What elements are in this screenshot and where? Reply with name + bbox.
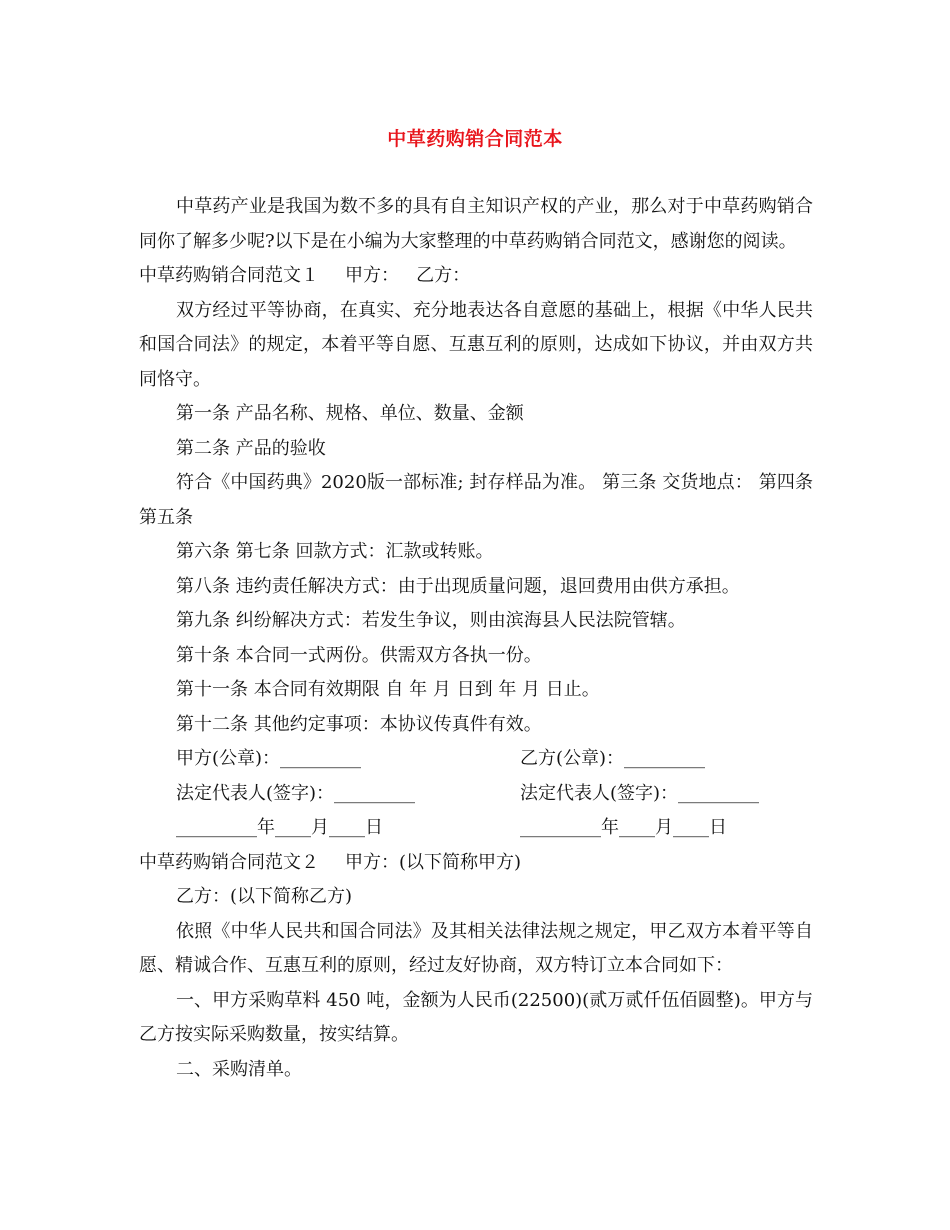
- contract1-party-b: 乙方：: [416, 265, 471, 286]
- signature-rep-row: [139, 777, 813, 812]
- contract1-heading: 中草药购销合同范文１: [139, 265, 319, 286]
- contract1-preamble: 双方经过平等协商，在真实、充分地表达各自意愿的基础上，根据《中华人民共和国合同法》的规定，本着平等自愿、互惠互利的原则，达成如下协议，并由双方共同恪守。: [139, 299, 813, 390]
- party-b-date: _________年____月____日: [520, 817, 727, 838]
- party-b-seal: 乙方(公章)：_________: [520, 748, 706, 769]
- article-11: 第十一条 本合同有效期限 自 年 月 日到 年 月 日止。: [176, 679, 600, 700]
- contract2-heading: 中草药购销合同范文２: [139, 851, 319, 873]
- document-title: 中草药购销合同范本: [387, 128, 563, 150]
- contract2-preamble: 依照《中华人民共和国合同法》及其相关法律法规之规定，甲乙双方本着平等自愿、精诚合作、互惠互利的原则，经过友好协商，双方特订立本合同如下：: [139, 920, 813, 976]
- contract2-clause-2: 二、采购清单。: [176, 1058, 302, 1080]
- article-9: 第九条 纠纷解决方式：若发生争议，则由滨海县人民法院管辖。: [176, 610, 686, 631]
- document-body: [139, 190, 813, 1087]
- party-a-seal: 甲方(公章)：_________: [176, 748, 362, 769]
- contract1-party-a: 甲方：: [345, 265, 399, 286]
- article-8: 第八条 违约责任解决方式：由于出现质量问题，退回费用由供方承担。: [176, 575, 740, 597]
- article-12: 第十二条 其他约定事项：本协议传真件有效。: [176, 713, 542, 735]
- article-2: 第二条 产品的验收: [176, 437, 326, 459]
- article-1: 第一条 产品名称、规格、单位、数量、金额: [176, 403, 524, 424]
- article-10: 第十条 本合同一式两份。供需双方各执一份。: [176, 644, 542, 666]
- intro-paragraph: 中草药产业是我国为数不多的具有自主知识产权的产业，那么对于中草药购销合同你了解多少呢?以下是在小编为大家整理的中草药购销合同范文，感谢您的阅读。: [139, 196, 813, 252]
- contract2-party-a: 甲方：(以下简称甲方): [345, 851, 522, 873]
- article-3-5: 符合《中国药典》2020版一部标准; 封存样品为准。 第三条 交货地点： 第四条 第五条: [139, 472, 813, 528]
- signature-seal-row: [139, 742, 813, 777]
- contract2-heading-line: [139, 846, 813, 881]
- signature-date-row: [139, 811, 813, 846]
- contract2-clause-1: 一、甲方采购草料 450 吨，金额为人民币(22500)(贰万贰仟伍佰圆整)。甲方与乙方按实际采购数量，按实结算。: [139, 989, 813, 1045]
- contract1-heading-line: [139, 259, 813, 294]
- party-a-date: _________年____月____日: [176, 817, 383, 838]
- party-a-representative: 法定代表人(签字)：_________: [176, 782, 416, 804]
- article-6-7: 第六条 第七条 回款方式：汇款或转账。: [176, 541, 494, 562]
- contract2-party-b: 乙方：(以下简称乙方): [176, 886, 353, 907]
- party-b-representative: 法定代表人(签字)：_________: [520, 782, 760, 804]
